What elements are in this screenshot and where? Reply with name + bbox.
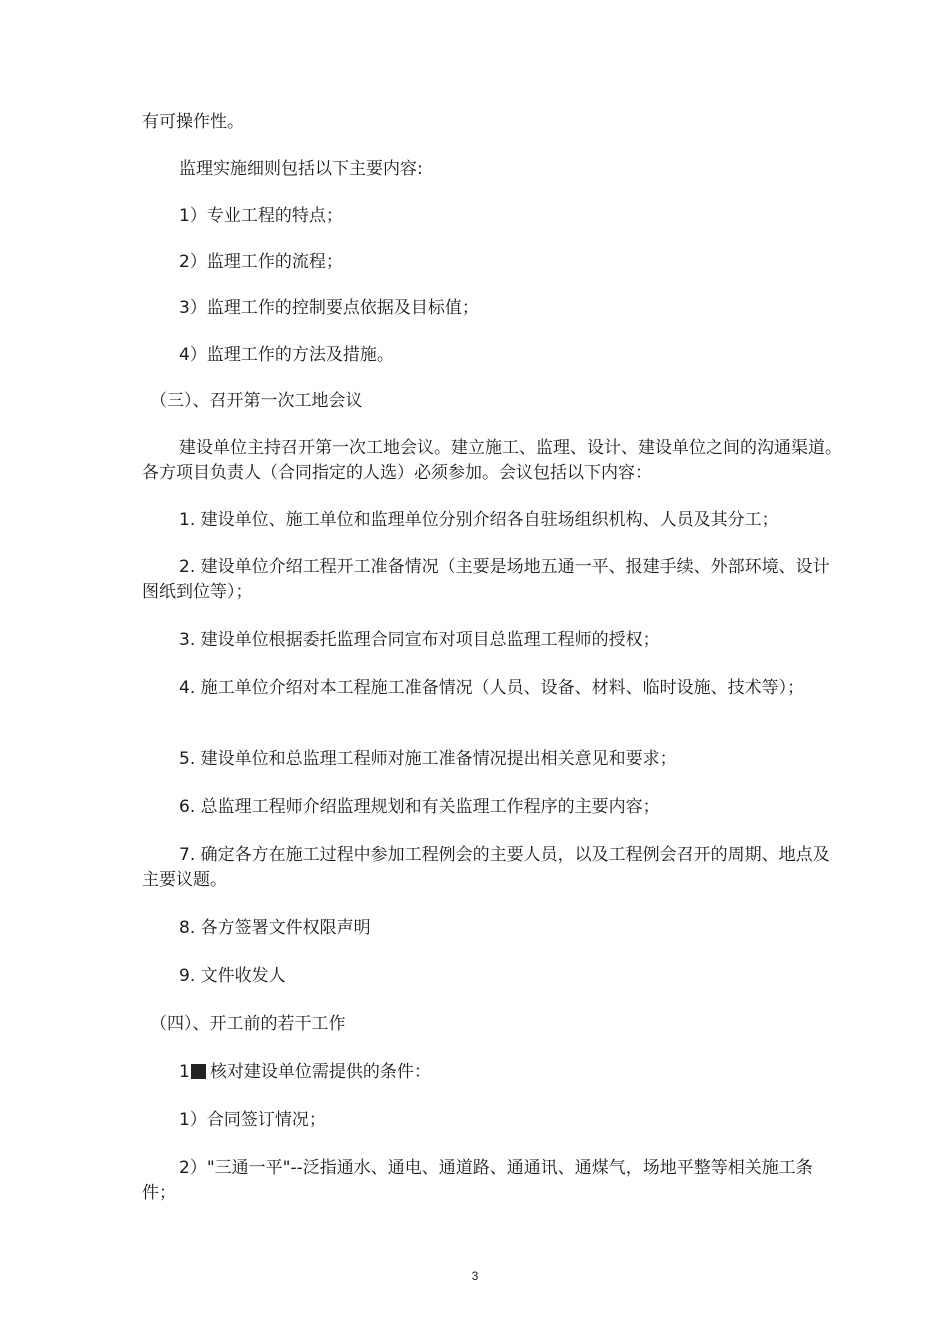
list-item: 7. 确定各方在施工过程中参加工程例会的主要人员，以及工程例会召开的周期、地点及主要议题。	[142, 845, 830, 890]
list-item: 9. 文件收发人	[179, 966, 286, 986]
page-number: 3	[471, 1269, 479, 1283]
list-item: 6. 总监理工程师介绍监理规划和有关监理工作程序的主要内容；	[179, 797, 660, 817]
list-item: 1. 建设单位、施工单位和监理单位分别介绍各自驻场组织机构、人员及其分工；	[179, 510, 779, 530]
paragraph: 有可操作性。	[142, 112, 244, 132]
square-bullet-icon	[191, 1064, 206, 1079]
list-item	[142, 1060, 842, 1085]
list-item: 3）监理工作的控制要点依据及目标值；	[179, 298, 479, 318]
list-item: 2）"三通一平"--泛指通水、通电、通道路、通通讯、通煤气，场地平整等相关施工条件；	[142, 1158, 813, 1203]
list-item: 8. 各方签署文件权限声明	[179, 918, 371, 938]
paragraph: 建设单位主持召开第一次工地会议。建立施工、监理、设计、建设单位之间的沟通渠道。各方项目负责人（合同指定的人选）必须参加。会议包括以下内容：	[142, 438, 842, 483]
item-number: 1	[179, 1062, 190, 1082]
paragraph: 监理实施细则包括以下主要内容:	[179, 159, 423, 179]
list-item: 3. 建设单位根据委托监理合同宣布对项目总监理工程师的授权；	[179, 630, 660, 650]
list-item: 4）监理工作的方法及措施。	[179, 345, 394, 365]
list-item: 1）合同签订情况；	[179, 1110, 326, 1130]
list-item: 2）监理工作的流程；	[179, 252, 343, 272]
section-heading: （四）、开工前的若干工作	[150, 1014, 346, 1034]
item-text: 核对建设单位需提供的条件：	[209, 1062, 431, 1082]
list-item: 1）专业工程的特点；	[179, 206, 343, 226]
section-heading: （三）、召开第一次工地会议	[150, 391, 363, 411]
list-item: 4. 施工单位介绍对本工程施工准备情况（人员、设备、材料、临时设施、技术等）；	[179, 678, 805, 698]
list-item: 5. 建设单位和总监理工程师对施工准备情况提出相关意见和要求；	[179, 749, 677, 769]
list-item: 2. 建设单位介绍工程开工准备情况（主要是场地五通一平、报建手续、外部环境、设计图纸到位等）；	[142, 557, 830, 602]
